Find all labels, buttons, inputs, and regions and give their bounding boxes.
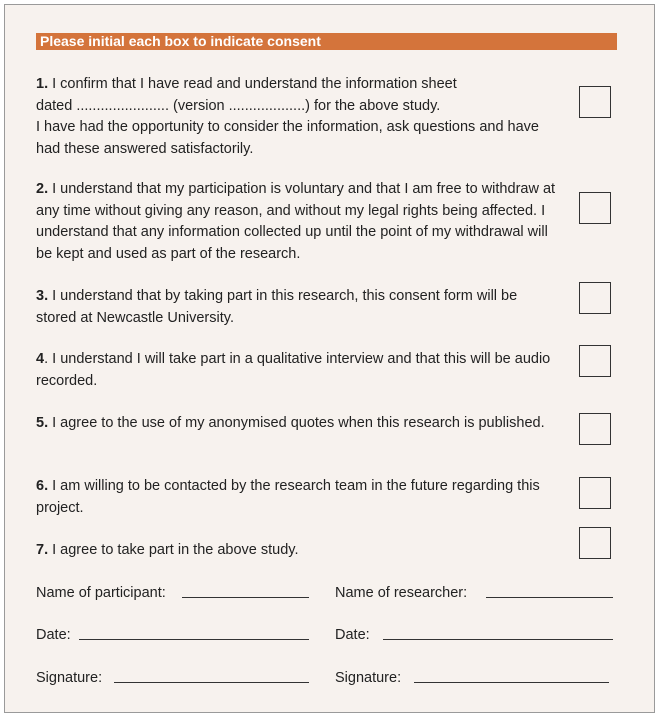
researcher-name-label: Name of researcher: [335, 585, 468, 601]
initial-box-1[interactable] [579, 86, 611, 118]
item-text-line1: I confirm that I have read and understand the information sheet [52, 76, 457, 92]
item-number: 2. [36, 181, 49, 197]
initial-box-2[interactable] [579, 192, 611, 224]
item-number: 7. [36, 542, 49, 558]
item-number: 3. [36, 288, 49, 304]
researcher-signature-label: Signature: [335, 670, 402, 686]
participant-date-line[interactable] [79, 639, 309, 640]
item-number: 5. [36, 415, 49, 431]
initial-box-4[interactable] [579, 345, 611, 377]
participant-signature-line[interactable] [114, 682, 309, 683]
participant-name-line[interactable] [182, 597, 309, 598]
initial-box-6[interactable] [579, 477, 611, 509]
item-text-line3: I have had the opportunity to consider the information, ask questions and have had these answered satisfactorily. [36, 119, 539, 157]
participant-date-label: Date: [36, 627, 71, 643]
consent-header: Please initial each box to indicate consent [36, 33, 617, 50]
item-text: I agree to the use of my anonymised quotes when this research is published. [52, 415, 545, 431]
consent-item-4 [36, 349, 556, 392]
item-text: I understand that my participation is voluntary and that I am free to withdraw at any time without giving any reason, and without my legal rights being affected. I understand that any information collected up until the point of my withdrawal will be kept and used as part of the research. [36, 181, 556, 262]
initial-box-3[interactable] [579, 282, 611, 314]
researcher-date-line[interactable] [383, 639, 613, 640]
researcher-name-line[interactable] [486, 597, 613, 598]
consent-item-3 [36, 286, 556, 329]
consent-item-7 [36, 540, 556, 562]
item-text-line2: dated ....................... (version ...................) for the above study. [36, 97, 441, 114]
initial-box-5[interactable] [579, 413, 611, 445]
researcher-date-label: Date: [335, 627, 370, 643]
item-number: 1. [36, 76, 49, 92]
researcher-signature-line[interactable] [414, 682, 609, 683]
item-number: 4 [36, 351, 45, 367]
participant-name-label: Name of participant: [36, 585, 166, 601]
consent-item-6 [36, 476, 556, 519]
consent-item-5 [36, 413, 556, 435]
item-text: I am willing to be contacted by the research team in the future regarding this project. [36, 478, 540, 516]
consent-item-2 [36, 179, 556, 265]
consent-item-1 [36, 74, 556, 160]
item-text: . I understand I will take part in a qualitative interview and that this will be audio recorded. [36, 351, 551, 389]
item-text: I agree to take part in the above study. [52, 542, 299, 558]
item-number: 6. [36, 478, 49, 494]
item-text: I understand that by taking part in this research, this consent form will be stored at Newcastle University. [36, 288, 518, 326]
initial-box-7[interactable] [579, 527, 611, 559]
participant-signature-label: Signature: [36, 670, 103, 686]
